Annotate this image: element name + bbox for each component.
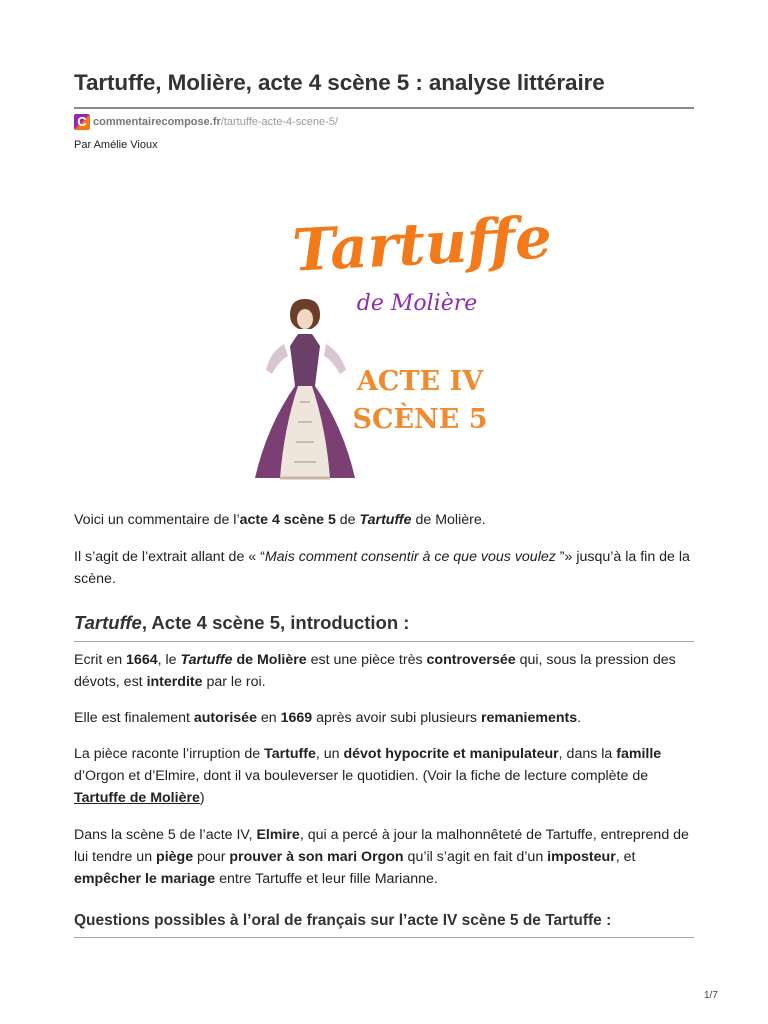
- hero-illustration: [240, 192, 554, 490]
- intro-paragraph-1: Voici un commentaire de l’acte 4 scène 5 de Tartuffe de Molière.: [74, 512, 486, 528]
- source-path: /tartuffe-acte-4-scene-5/: [220, 116, 338, 128]
- section1-paragraph-4: Dans la scène 5 de l’acte IV, Elmire, qui a percé à jour la malhonnêteté de Tartuffe, entreprend de lui tendre un piège pour prouver à son mari Orgon qu’il s’agit en fait d’un imposteur, et empêcher le mariage entre Tartuffe et leur fille Marianne.: [74, 827, 689, 887]
- page-title: Tartuffe, Molière, acte 4 scène 5 : analyse littéraire: [74, 70, 605, 95]
- commentairecompose-favicon-icon: C: [74, 114, 90, 130]
- page-number: 1/7: [704, 990, 718, 1001]
- section-divider: [74, 937, 694, 938]
- tartuffe-fiche-link[interactable]: Tartuffe de Molière: [74, 790, 200, 806]
- section1-paragraph-1: Ecrit en 1664, le Tartuffe de Molière est une pièce très controversée qui, sous la pression des dévots, est interdite par le roi.: [74, 652, 676, 690]
- section-heading-questions: Questions possibles à l’oral de français sur l’acte IV scène 5 de Tartuffe :: [74, 912, 612, 929]
- section-divider: [74, 641, 694, 642]
- lady-figure-icon: [255, 299, 355, 478]
- hero-title: Tartuffe: [290, 203, 554, 285]
- title-divider: [74, 107, 694, 109]
- hero-scene: SCÈNE 5: [352, 404, 488, 435]
- hero-act: ACTE IV: [356, 366, 484, 397]
- intro-paragraph-2: Il s’agit de l’extrait allant de « “Mais comment consentir à ce que vous voulez ”» jusqu’à la fin de la scène.: [74, 549, 690, 587]
- section-heading-introduction: Tartuffe, Acte 4 scène 5, introduction :: [74, 612, 410, 633]
- author-byline: Par Amélie Vioux: [74, 139, 158, 151]
- section1-paragraph-2: Elle est finalement autorisée en 1669 après avoir subi plusieurs remaniements.: [74, 710, 582, 726]
- source-domain: commentairecompose.fr: [93, 116, 221, 128]
- section1-paragraph-3: La pièce raconte l’irruption de Tartuffe, un dévot hypocrite et manipulateur, dans la famille d’Orgon et d’Elmire, dont il va bouleverser le quotidien. (Voir la fiche de lecture complète de Tartuffe de Molière): [74, 746, 662, 806]
- source-line: [74, 114, 338, 130]
- source-link[interactable]: [93, 116, 338, 128]
- hero-subtitle: de Molière: [356, 291, 478, 316]
